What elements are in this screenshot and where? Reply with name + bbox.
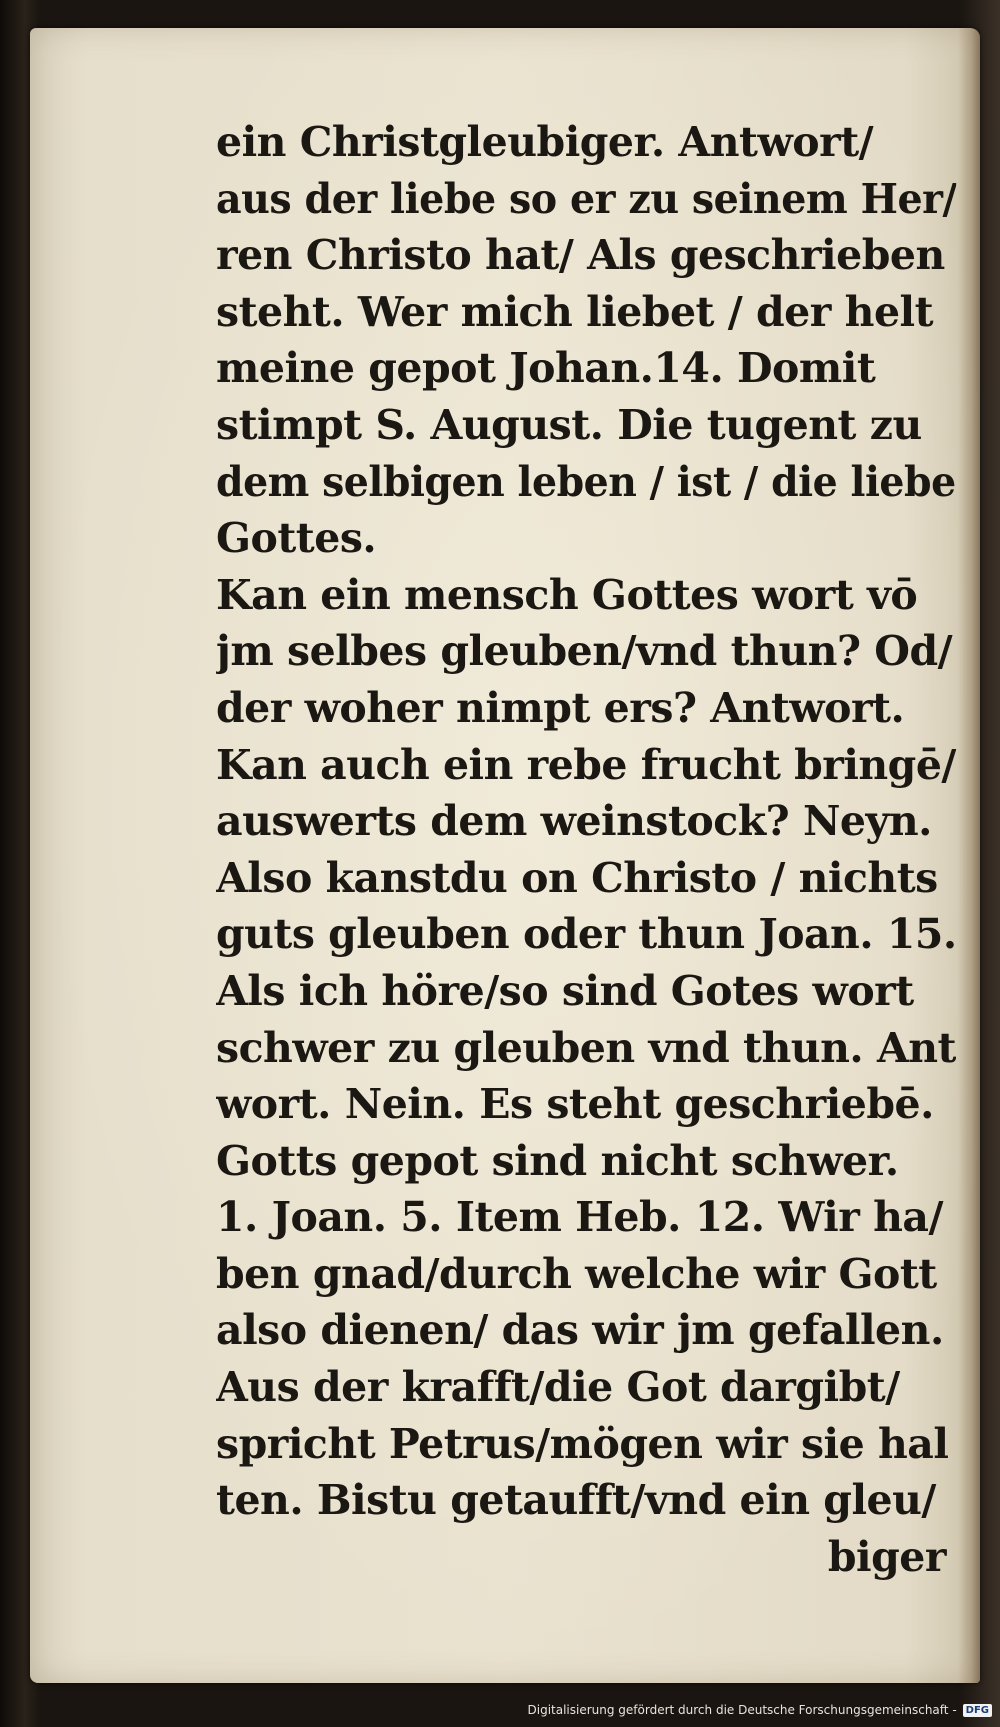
page-text: [216, 114, 956, 1585]
text-line: spricht Petrus/mögen wir sie hal: [216, 1419, 949, 1468]
text-line: meine gepot Johan.14. Domit: [216, 344, 876, 393]
text-line: wort. Nein. Es steht geschriebē.: [216, 1080, 934, 1129]
text-line: guts gleuben oder thun Joan. 15.: [216, 910, 957, 959]
text-line: 1. Joan. 5. Item Heb. 12. Wir ha/: [216, 1193, 943, 1242]
digitization-credit: [528, 1699, 993, 1721]
book-page: [30, 28, 980, 1683]
text-line: der woher nimpt ers? Antwort.: [216, 683, 905, 732]
text-line: Aus der krafft/die Got dargibt/: [216, 1363, 900, 1412]
text-line: Gotts gepot sind nicht schwer.: [216, 1136, 899, 1185]
credit-text: Digitalisierung gefördert durch die Deutsche Forschungsgemeinschaft -: [527, 1703, 957, 1717]
text-line: Gottes.: [216, 514, 377, 563]
text-line: steht. Wer mich liebet / der helt: [216, 287, 934, 336]
text-line: jm selbes gleuben/vnd thun? Od/: [216, 627, 953, 676]
text-line: aus der liebe so er zu seinem Her/: [216, 174, 957, 223]
text-line: ren Christo hat/ Als geschrieben: [216, 231, 945, 280]
text-line: auswerts dem weinstock? Neyn.: [216, 797, 932, 846]
text-line: also dienen/ das wir jm gefallen.: [216, 1306, 944, 1355]
text-line: ein Christgleubiger. Antwort/: [216, 118, 874, 166]
text-line: ten. Bistu getaufft/vnd ein gleu/: [216, 1476, 936, 1525]
catchword: biger: [827, 1532, 946, 1581]
text-line: Kan ein mensch Gottes wort vō: [216, 570, 918, 619]
text-line: stimpt S. August. Die tugent zu: [216, 400, 922, 449]
text-line: Als ich höre/so sind Gotes wort: [216, 966, 914, 1015]
text-line: schwer zu gleuben vnd thun. Ant: [216, 1023, 956, 1072]
dfg-logo: DFG: [963, 1704, 992, 1717]
text-line: dem selbigen leben / ist / die liebe: [216, 457, 956, 506]
text-line: Kan auch ein rebe frucht bringē/: [216, 740, 956, 789]
text-line: Also kanstdu on Christo / nichts: [216, 853, 938, 902]
page-edge-shadow: [958, 28, 980, 1683]
text-line: ben gnad/durch welche wir Gott: [216, 1249, 937, 1298]
